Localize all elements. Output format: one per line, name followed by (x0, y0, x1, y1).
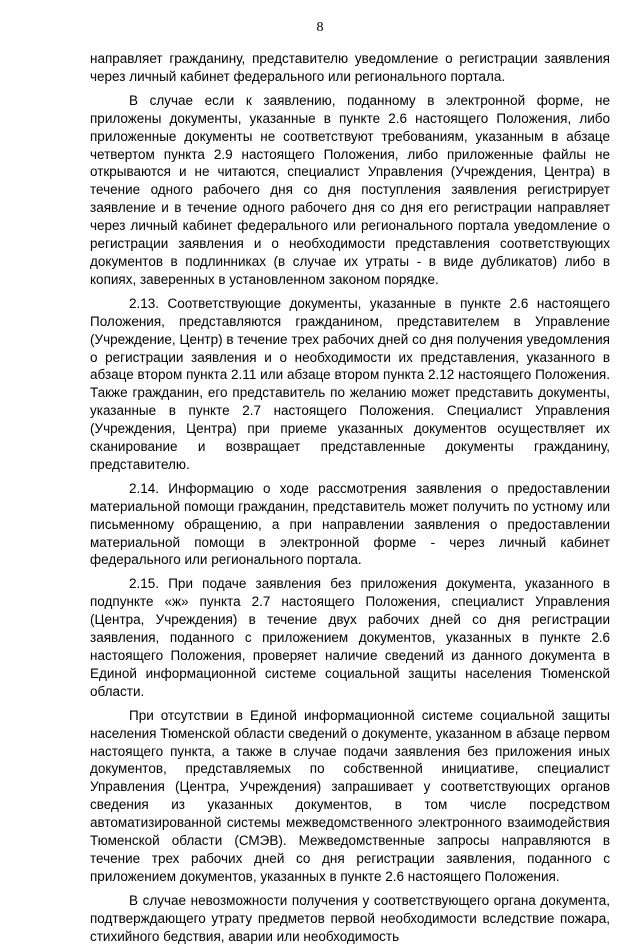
page-number: 8 (316, 20, 324, 35)
paragraph-electronic-form: В случае если к заявлению, поданному в электронной форме, не приложены документы, указанные в пункте 2.6 настоящего Положения, либо приложенные документы не соответствуют требованиям, указанным в абзаце четвертом пункта 2.9 настоящего Положения, либо приложенные файлы не открываются и не читаются, специалист Управления (Учреждения, Центра) в течение одного рабочего дня со дня поступления заявления регистрирует заявление и в течение одного рабочего дня со дня его регистрации направляет через личный кабинет федерального или регионального портала уведомление о регистрации заявления и о необходимости представления соответствующих документов в подлинниках (в случае их утраты - в виде дубликатов) либо в копиях, заверенных в установленном законом порядке. (90, 92, 610, 287)
paragraph-continuation: направляет гражданину, представителю уведомление о регистрации заявления через личный кабинет федерального или регионального портала. (90, 51, 610, 84)
paragraph-impossibility: В случае невозможности получения у соответствующего органа документа, подтверждающего утрату предметов первой необходимости вследствие пожара, стихийного бедствия, аварии или необходимость (90, 892, 610, 944)
paragraph-2-15: 2.15. При подаче заявления без приложения документа, указанного в подпункте «ж» пункта 2.7 настоящего Положения, специалист Управления (Центра, Учреждения) в течение двух рабочих дней со дня регистрации заявления, поданного с приложением документов, указанных в пункте 2.6 настоящего Положения, проверяет наличие сведений из данного документа в Единой информационной системе социальной защиты населения Тюменской области. (90, 576, 610, 699)
paragraph-absence-of-records: При отсутствии в Единой информационной системе социальной защиты населения Тюменской области сведений о документе, указанном в абзаце первом настоящего пункта, а также в случае подачи заявления без приложения иных документов, представляемых по собственной инициативе, специалист Управления (Центра, Учреждения) запрашивает у соответствующих органов сведения из указанных документов, в том числе посредством автоматизированной системы межведомственного электронного взаимодействия Тюменской области (СМЭВ). Межведомственные запросы направляются в течение трех рабочих дней со дня регистрации заявления, поданного с приложением документов, указанных в пункте 2.6 настоящего Положения. (90, 707, 610, 884)
document-body (90, 50, 610, 946)
paragraph-2-13: 2.13. Соответствующие документы, указанные в пункте 2.6 настоящего Положения, представляются гражданином, представителем в Управление (Учреждение, Центр) в течение трех рабочих дней со дня получения уведомления о регистрации заявления и о необходимости их представления, указанного в абзаце втором пункта 2.11 или абзаце втором пункта 2.12 настоящего Положения. Также гражданин, его представитель по желанию может представить документы, указанные в пункте 2.7 настоящего Положения. Специалист Управления (Учреждения, Центра) при приеме указанных документов осуществляет их сканирование и возвращает представленные документы гражданину, представителю. (90, 295, 610, 472)
paragraph-2-14: 2.14. Информацию о ходе рассмотрения заявления о предоставлении материальной помощи гражданин, представитель может получить по устному или письменному обращению, а при направлении заявления о предоставлении материальной помощи в электронной форме - через личный кабинет федерального или регионального портала. (90, 480, 610, 568)
